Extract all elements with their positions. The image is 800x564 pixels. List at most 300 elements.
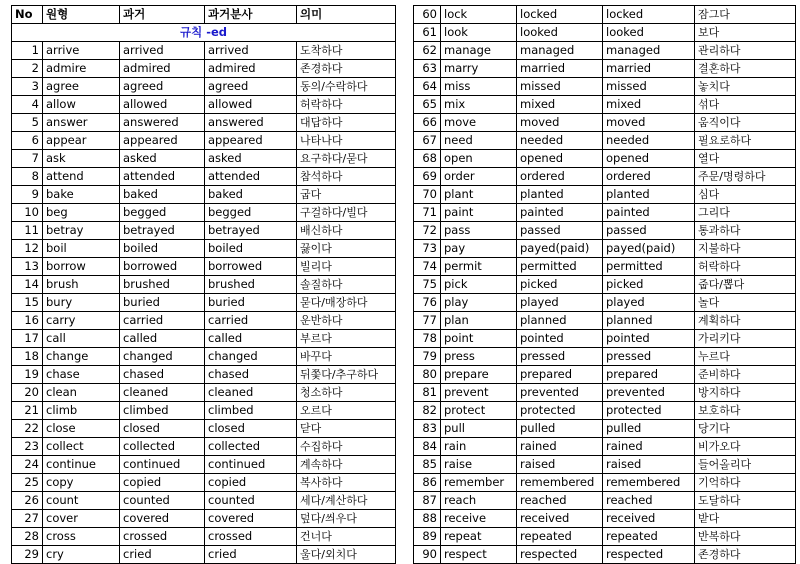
row-number: 88 <box>414 510 441 528</box>
base-form: look <box>441 24 517 42</box>
row-number: 71 <box>414 204 441 222</box>
past-participle: copied <box>205 474 297 492</box>
row-number: 66 <box>414 114 441 132</box>
past-form: remembered <box>517 474 603 492</box>
past-participle: prepared <box>603 366 695 384</box>
base-form: bury <box>43 294 120 312</box>
past-participle: crossed <box>205 528 297 546</box>
base-form: rain <box>441 438 517 456</box>
row-number: 76 <box>414 294 441 312</box>
meaning: 끓이다 <box>297 240 396 258</box>
row-number: 17 <box>12 330 43 348</box>
past-participle: locked <box>603 6 695 24</box>
past-participle: chased <box>205 366 297 384</box>
meaning: 동의/수락하다 <box>297 78 396 96</box>
base-form: pay <box>441 240 517 258</box>
past-participle: opened <box>603 150 695 168</box>
table-row <box>12 330 396 348</box>
past-form: admired <box>120 60 205 78</box>
past-participle: baked <box>205 186 297 204</box>
past-form: moved <box>517 114 603 132</box>
meaning: 움직이다 <box>695 114 796 132</box>
row-number: 23 <box>12 438 43 456</box>
past-participle: pointed <box>603 330 695 348</box>
past-form: attended <box>120 168 205 186</box>
past-form: played <box>517 294 603 312</box>
past-form: raised <box>517 456 603 474</box>
past-participle: admired <box>205 60 297 78</box>
table-row <box>12 294 396 312</box>
past-participle: climbed <box>205 402 297 420</box>
past-form: respected <box>517 546 603 564</box>
past-participle: attended <box>205 168 297 186</box>
base-form: plan <box>441 312 517 330</box>
table-row <box>12 204 396 222</box>
past-form: picked <box>517 276 603 294</box>
past-form: begged <box>120 204 205 222</box>
row-number: 74 <box>414 258 441 276</box>
past-participle: arrived <box>205 42 297 60</box>
meaning: 존경하다 <box>695 546 796 564</box>
past-participle: played <box>603 294 695 312</box>
row-number: 85 <box>414 456 441 474</box>
past-form: continued <box>120 456 205 474</box>
past-participle: agreed <box>205 78 297 96</box>
base-form: continue <box>43 456 120 474</box>
past-form: copied <box>120 474 205 492</box>
base-form: boil <box>43 240 120 258</box>
base-form: brush <box>43 276 120 294</box>
header-no: No <box>12 6 43 24</box>
row-number: 20 <box>12 384 43 402</box>
past-participle: received <box>603 510 695 528</box>
row-number: 25 <box>12 474 43 492</box>
table-row <box>414 294 796 312</box>
meaning: 섞다 <box>695 96 796 114</box>
base-form: reach <box>441 492 517 510</box>
meaning: 도착하다 <box>297 42 396 60</box>
past-participle: counted <box>205 492 297 510</box>
base-form: climb <box>43 402 120 420</box>
past-form: missed <box>517 78 603 96</box>
past-form: planned <box>517 312 603 330</box>
past-form: pointed <box>517 330 603 348</box>
base-form: point <box>441 330 517 348</box>
meaning: 지불하다 <box>695 240 796 258</box>
row-number: 61 <box>414 24 441 42</box>
row-number: 22 <box>12 420 43 438</box>
past-form: rained <box>517 438 603 456</box>
past-participle: appeared <box>205 132 297 150</box>
meaning: 운반하다 <box>297 312 396 330</box>
meaning: 심다 <box>695 186 796 204</box>
meaning: 필요로하다 <box>695 132 796 150</box>
meaning: 잠그다 <box>695 6 796 24</box>
row-number: 7 <box>12 150 43 168</box>
row-number: 89 <box>414 528 441 546</box>
table-row <box>12 384 396 402</box>
row-number: 82 <box>414 402 441 420</box>
base-form: order <box>441 168 517 186</box>
past-form: covered <box>120 510 205 528</box>
past-participle: covered <box>205 510 297 528</box>
table-row <box>12 132 396 150</box>
base-form: paint <box>441 204 517 222</box>
table-row <box>12 510 396 528</box>
past-participle: prevented <box>603 384 695 402</box>
row-number: 18 <box>12 348 43 366</box>
past-participle: missed <box>603 78 695 96</box>
past-participle: rained <box>603 438 695 456</box>
table-row <box>12 276 396 294</box>
past-participle: buried <box>205 294 297 312</box>
meaning: 놀다 <box>695 294 796 312</box>
base-form: open <box>441 150 517 168</box>
table-row <box>12 546 396 564</box>
row-number: 26 <box>12 492 43 510</box>
past-form: reached <box>517 492 603 510</box>
table-row <box>414 24 796 42</box>
meaning: 주문/명령하다 <box>695 168 796 186</box>
past-form: baked <box>120 186 205 204</box>
past-form: changed <box>120 348 205 366</box>
past-participle: planted <box>603 186 695 204</box>
table-row <box>414 132 796 150</box>
row-number: 65 <box>414 96 441 114</box>
table-row <box>12 402 396 420</box>
base-form: betray <box>43 222 120 240</box>
row-number: 78 <box>414 330 441 348</box>
base-form: marry <box>441 60 517 78</box>
table-row <box>414 222 796 240</box>
table-row <box>414 510 796 528</box>
base-form: move <box>441 114 517 132</box>
table-row <box>12 348 396 366</box>
base-form: receive <box>441 510 517 528</box>
base-form: miss <box>441 78 517 96</box>
past-participle: brushed <box>205 276 297 294</box>
row-number: 21 <box>12 402 43 420</box>
table-row <box>414 78 796 96</box>
meaning: 줍다/뽑다 <box>695 276 796 294</box>
past-participle: moved <box>603 114 695 132</box>
past-participle: needed <box>603 132 695 150</box>
table-row <box>12 258 396 276</box>
meaning: 누르다 <box>695 348 796 366</box>
row-number: 80 <box>414 366 441 384</box>
row-number: 6 <box>12 132 43 150</box>
meaning: 반복하다 <box>695 528 796 546</box>
past-form: looked <box>517 24 603 42</box>
row-number: 86 <box>414 474 441 492</box>
past-participle: looked <box>603 24 695 42</box>
base-form: collect <box>43 438 120 456</box>
row-number: 11 <box>12 222 43 240</box>
table-row <box>414 528 796 546</box>
table-row <box>414 60 796 78</box>
base-form: prepare <box>441 366 517 384</box>
base-form: pass <box>441 222 517 240</box>
table-row <box>12 78 396 96</box>
base-form: lock <box>441 6 517 24</box>
meaning: 방지하다 <box>695 384 796 402</box>
meaning: 허락하다 <box>695 258 796 276</box>
past-participle: ordered <box>603 168 695 186</box>
table-row <box>12 420 396 438</box>
table-row <box>414 186 796 204</box>
row-number: 79 <box>414 348 441 366</box>
section-row <box>12 24 396 42</box>
table-row <box>12 456 396 474</box>
meaning: 요구하다/묻다 <box>297 150 396 168</box>
base-form: repeat <box>441 528 517 546</box>
past-form: pressed <box>517 348 603 366</box>
past-form: answered <box>120 114 205 132</box>
past-participle: called <box>205 330 297 348</box>
meaning: 놓치다 <box>695 78 796 96</box>
past-form: cleaned <box>120 384 205 402</box>
meaning: 닫다 <box>297 420 396 438</box>
table-row <box>414 6 796 24</box>
past-participle: answered <box>205 114 297 132</box>
past-form: married <box>517 60 603 78</box>
row-number: 13 <box>12 258 43 276</box>
base-form: need <box>441 132 517 150</box>
row-number: 19 <box>12 366 43 384</box>
past-form: brushed <box>120 276 205 294</box>
base-form: change <box>43 348 120 366</box>
past-participle: continued <box>205 456 297 474</box>
table-row <box>12 96 396 114</box>
row-number: 63 <box>414 60 441 78</box>
past-participle: carried <box>205 312 297 330</box>
row-number: 87 <box>414 492 441 510</box>
base-form: pick <box>441 276 517 294</box>
table-row <box>414 96 796 114</box>
meaning: 받다 <box>695 510 796 528</box>
past-form: climbed <box>120 402 205 420</box>
meaning: 덮다/씌우다 <box>297 510 396 528</box>
past-participle: mixed <box>603 96 695 114</box>
row-number: 70 <box>414 186 441 204</box>
base-form: respect <box>441 546 517 564</box>
past-participle: allowed <box>205 96 297 114</box>
meaning: 바꾸다 <box>297 348 396 366</box>
base-form: cover <box>43 510 120 528</box>
meaning: 세다/계산하다 <box>297 492 396 510</box>
row-number: 90 <box>414 546 441 564</box>
past-form: cried <box>120 546 205 564</box>
header-past-participle: 과거분사 <box>205 6 297 24</box>
past-participle: protected <box>603 402 695 420</box>
meaning: 부르다 <box>297 330 396 348</box>
base-form: pull <box>441 420 517 438</box>
table-row <box>414 420 796 438</box>
row-number: 3 <box>12 78 43 96</box>
past-participle: collected <box>205 438 297 456</box>
row-number: 5 <box>12 114 43 132</box>
verb-table-left <box>11 5 396 564</box>
meaning: 들어올리다 <box>695 456 796 474</box>
meaning: 솔질하다 <box>297 276 396 294</box>
row-number: 75 <box>414 276 441 294</box>
base-form: manage <box>441 42 517 60</box>
past-form: needed <box>517 132 603 150</box>
past-form: called <box>120 330 205 348</box>
row-number: 62 <box>414 42 441 60</box>
meaning: 비가오다 <box>695 438 796 456</box>
base-form: carry <box>43 312 120 330</box>
table-row <box>414 240 796 258</box>
past-participle: borrowed <box>205 258 297 276</box>
base-form: copy <box>43 474 120 492</box>
meaning: 배신하다 <box>297 222 396 240</box>
base-form: ask <box>43 150 120 168</box>
base-form: attend <box>43 168 120 186</box>
past-form: appeared <box>120 132 205 150</box>
row-number: 10 <box>12 204 43 222</box>
base-form: raise <box>441 456 517 474</box>
base-form: prevent <box>441 384 517 402</box>
table-row <box>414 456 796 474</box>
row-number: 14 <box>12 276 43 294</box>
past-form: boiled <box>120 240 205 258</box>
row-number: 77 <box>414 312 441 330</box>
past-participle: closed <box>205 420 297 438</box>
table-row <box>12 186 396 204</box>
meaning: 계획하다 <box>695 312 796 330</box>
meaning: 허락하다 <box>297 96 396 114</box>
base-form: borrow <box>43 258 120 276</box>
row-number: 83 <box>414 420 441 438</box>
past-form: received <box>517 510 603 528</box>
meaning: 당기다 <box>695 420 796 438</box>
row-number: 29 <box>12 546 43 564</box>
past-form: repeated <box>517 528 603 546</box>
table-row <box>414 438 796 456</box>
table-row <box>414 42 796 60</box>
past-form: closed <box>120 420 205 438</box>
past-participle: raised <box>603 456 695 474</box>
verb-table-right <box>413 5 796 564</box>
row-number: 12 <box>12 240 43 258</box>
past-form: opened <box>517 150 603 168</box>
meaning: 보호하다 <box>695 402 796 420</box>
past-form: agreed <box>120 78 205 96</box>
base-form: protect <box>441 402 517 420</box>
table-row <box>414 168 796 186</box>
past-participle: betrayed <box>205 222 297 240</box>
table-row <box>414 204 796 222</box>
row-number: 68 <box>414 150 441 168</box>
base-form: cross <box>43 528 120 546</box>
past-participle: remembered <box>603 474 695 492</box>
base-form: allow <box>43 96 120 114</box>
table-row <box>414 402 796 420</box>
past-form: prevented <box>517 384 603 402</box>
table-row <box>12 240 396 258</box>
row-number: 16 <box>12 312 43 330</box>
row-number: 24 <box>12 456 43 474</box>
base-form: remember <box>441 474 517 492</box>
base-form: clean <box>43 384 120 402</box>
meaning: 울다/외치다 <box>297 546 396 564</box>
table-row <box>414 384 796 402</box>
table-row <box>414 312 796 330</box>
meaning: 오르다 <box>297 402 396 420</box>
row-number: 60 <box>414 6 441 24</box>
table-row <box>12 60 396 78</box>
past-form: ordered <box>517 168 603 186</box>
past-participle: changed <box>205 348 297 366</box>
row-number: 27 <box>12 510 43 528</box>
past-form: permitted <box>517 258 603 276</box>
row-number: 73 <box>414 240 441 258</box>
base-form: arrive <box>43 42 120 60</box>
table-row <box>414 366 796 384</box>
meaning: 굽다 <box>297 186 396 204</box>
base-form: close <box>43 420 120 438</box>
base-form: bake <box>43 186 120 204</box>
meaning: 수집하다 <box>297 438 396 456</box>
past-form: asked <box>120 150 205 168</box>
past-participle: permitted <box>603 258 695 276</box>
meaning: 빌리다 <box>297 258 396 276</box>
header-base-form: 원형 <box>43 6 120 24</box>
table-row <box>12 312 396 330</box>
row-number: 15 <box>12 294 43 312</box>
row-number: 67 <box>414 132 441 150</box>
table-row <box>414 150 796 168</box>
base-form: admire <box>43 60 120 78</box>
meaning: 보다 <box>695 24 796 42</box>
past-participle: married <box>603 60 695 78</box>
past-form: betrayed <box>120 222 205 240</box>
table-row <box>12 366 396 384</box>
past-participle: boiled <box>205 240 297 258</box>
meaning: 묻다/매장하다 <box>297 294 396 312</box>
row-number: 72 <box>414 222 441 240</box>
row-number: 28 <box>12 528 43 546</box>
past-participle: cried <box>205 546 297 564</box>
past-participle: asked <box>205 150 297 168</box>
past-form: protected <box>517 402 603 420</box>
meaning: 청소하다 <box>297 384 396 402</box>
past-participle: picked <box>603 276 695 294</box>
base-form: press <box>441 348 517 366</box>
base-form: mix <box>441 96 517 114</box>
past-participle: painted <box>603 204 695 222</box>
meaning: 존경하다 <box>297 60 396 78</box>
meaning: 준비하다 <box>695 366 796 384</box>
meaning: 나타나다 <box>297 132 396 150</box>
section-title: 규칙 -ed <box>12 24 396 42</box>
table-row <box>414 114 796 132</box>
past-participle: reached <box>603 492 695 510</box>
table-row <box>12 492 396 510</box>
table-row <box>12 114 396 132</box>
row-number: 84 <box>414 438 441 456</box>
row-number: 64 <box>414 78 441 96</box>
past-participle: begged <box>205 204 297 222</box>
past-form: passed <box>517 222 603 240</box>
meaning: 복사하다 <box>297 474 396 492</box>
meaning: 참석하다 <box>297 168 396 186</box>
past-form: locked <box>517 6 603 24</box>
meaning: 관리하다 <box>695 42 796 60</box>
past-participle: pulled <box>603 420 695 438</box>
meaning: 결혼하다 <box>695 60 796 78</box>
